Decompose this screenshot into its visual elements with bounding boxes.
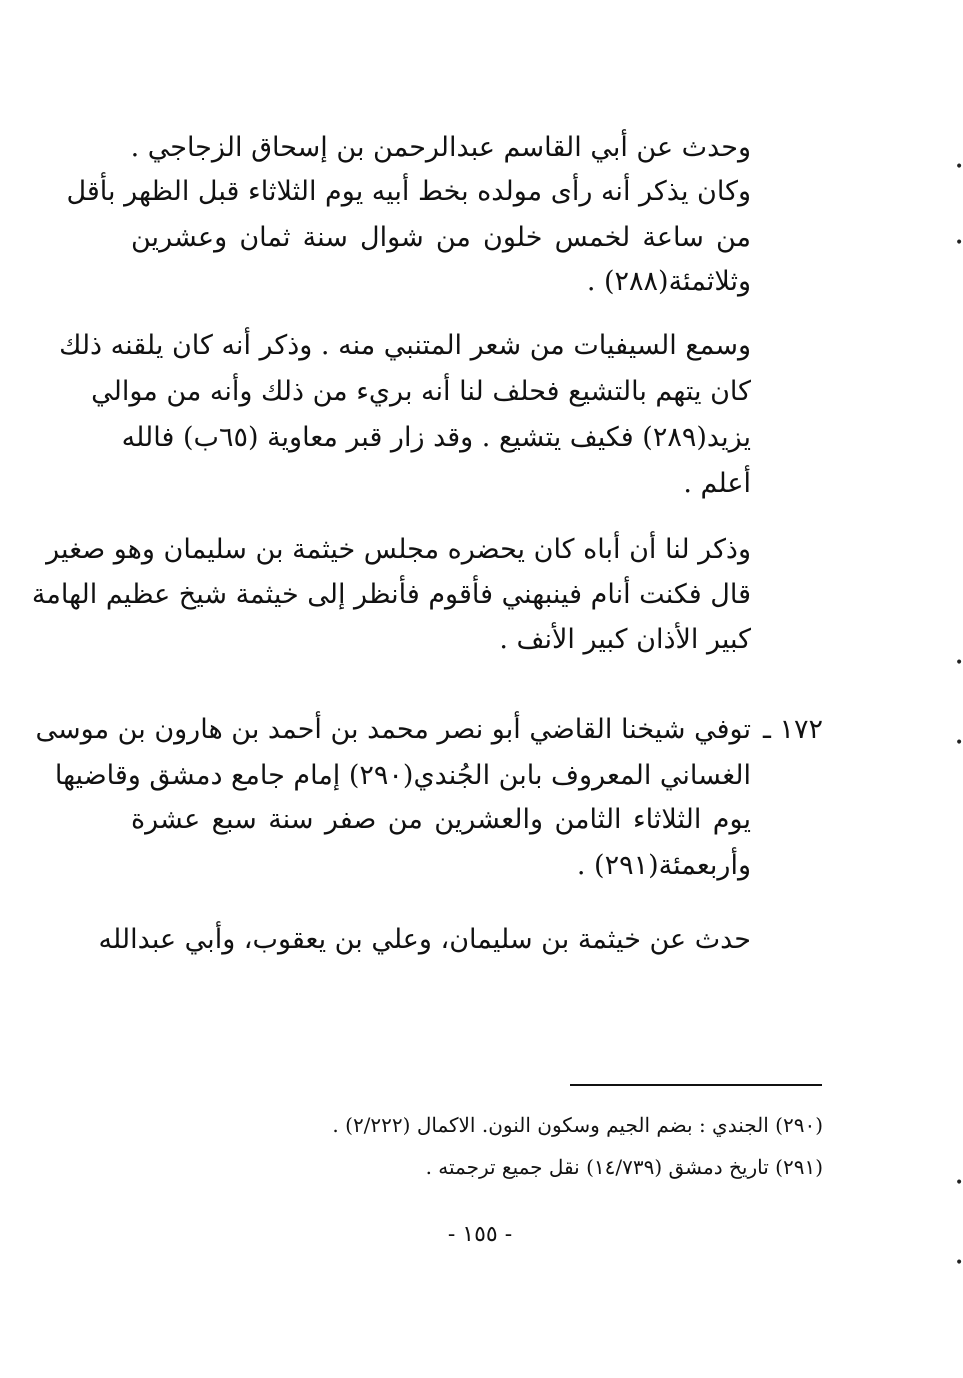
- entry-line: الغساني المعروف بابن الجُندي(٢٩٠) إمام جامع دمشق وقاضيها: [54, 760, 751, 791]
- footnote: (٢٩٠) الجندي : بضم الجيم وسكون النون. الاكمال (٢/٢٢٢) .: [332, 1113, 823, 1137]
- entry-line: يوم الثلاثاء الثامن والعشرين من صفر سنة سبع عشرة: [131, 804, 751, 835]
- scan-mark: •: [955, 1175, 963, 1191]
- text-line: حدث عن خيثمة بن سليمان، وعلي بن يعقوب، وأبي عبدالله: [98, 924, 751, 955]
- scan-mark: •: [955, 1255, 963, 1271]
- text-line: كان يتهم بالتشيع فحلف لنا أنه بريء من ذلك وأنه من موالي: [91, 376, 751, 407]
- entry-line: وأربعمئة(٢٩١) .: [576, 850, 751, 881]
- text-line: وكان يذكر أنه رأى مولده بخط أبيه يوم الثلاثاء قبل الظهر بأقل: [66, 176, 751, 207]
- text-line: أعلم .: [683, 468, 751, 499]
- text-line: وثلاثمئة(٢٨٨) .: [586, 266, 751, 297]
- scan-mark: •: [955, 159, 963, 175]
- text-line: قال فكنت أنام فينبهني فأقوم فأنظر إلى خيثمة شيخ عظيم الهامة: [31, 579, 751, 610]
- text-line: وحدث عن أبي القاسم عبدالرحمن بن إسحاق الزجاجي .: [130, 132, 751, 163]
- text-line: وسمع السيفيات من شعر المتنبي منه . وذكر أنه كان يلقنه ذلك: [59, 330, 751, 361]
- scan-mark: •: [955, 735, 963, 751]
- footnote: (٢٩١) تاريخ دمشق (١٤/٧٣٩) نقل جميع ترجمته .: [425, 1155, 823, 1179]
- footnote-divider: [570, 1084, 822, 1086]
- scan-mark: •: [955, 655, 963, 671]
- text-line: يزيد(٢٨٩) فكيف يتشيع . وقد زار قبر معاوية (٦٥ب) فالله: [121, 422, 751, 453]
- scan-mark: •: [955, 235, 963, 251]
- text-line: من ساعة لخمس خلون من شوال سنة ثمان وعشرين: [131, 222, 751, 253]
- text-line: كبير الأذان كبير الأنف .: [499, 624, 751, 655]
- page-number: - ١٥٥ -: [447, 1222, 513, 1247]
- entry-line: توفي شيخنا القاضي أبو نصر محمد بن أحمد بن هارون بن موسى: [35, 714, 751, 745]
- text-line: وذكر لنا أن أباه كان يحضره مجلس خيثمة بن سليمان وهو صغير: [46, 534, 751, 565]
- entry-number: ١٧٢ ـ: [762, 714, 823, 745]
